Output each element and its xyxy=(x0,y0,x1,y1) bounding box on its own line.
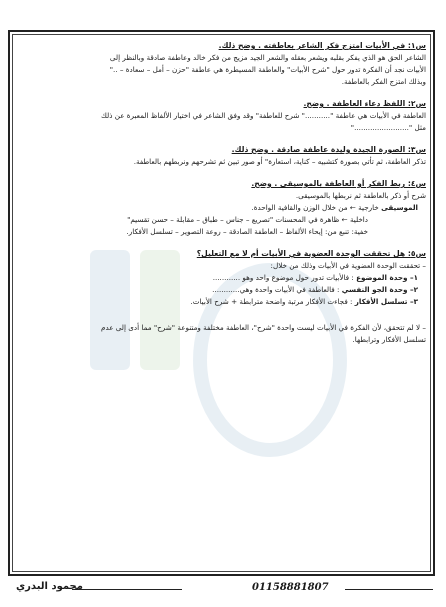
question-4-intro: شرح أو ذكر بالعاطفة ثم نربطها بالموسيقى. xyxy=(295,191,426,200)
music-internal: داخلية ← ظاهرة في المحسنات "تصريع – جناس – طباق – مقابلة – حسن تقسيم" xyxy=(127,215,368,224)
question-4-title: س٤: ربط الفكر أو العاطفة بالموسيقى . وضح. xyxy=(251,179,426,188)
music-external: خارجية ← من خلال الوزن والقافية الواحدة. xyxy=(251,203,379,212)
question-2-line: مثل "........................" xyxy=(350,123,426,132)
question-1-line: الشاعر الحق هو الذي يفكر بقلبه ويشعر بعقله والشعر الجيد مزيج من فكر خالد وعاطفة صادقة وبالنظر إلى xyxy=(109,53,426,62)
author-name: محمود البدري xyxy=(16,581,83,592)
question-2-title: س٢: اللفظ دعاء العاطفة . وضح. xyxy=(303,99,426,108)
unity-item-label: ١– وحدة الموضوع xyxy=(356,273,418,282)
unity-item xyxy=(18,272,426,284)
unity-item-text: : فالعاطفة في الأبيات واحدة وهي............ xyxy=(212,285,340,294)
unity-item xyxy=(18,296,426,308)
question-5-intro: – تحققت الوحدة العضوية في الأبيات وذلك من خلال: xyxy=(270,261,426,270)
unity-item-label: ٢– وحدة الجو النفسي xyxy=(341,285,418,294)
question-3-title: س٣: الصورة الجيدة وليدة عاطفة صادقة . وضح ذلك. xyxy=(231,145,426,154)
question-3-line: تذكر العاطفة، ثم تأتي بصورة كتشبيه – كناية، استعارة" أو صور تبين ثم تشرحهم ونربطهم بالعاطفة. xyxy=(133,157,426,166)
question-2-line: العاطفة في الأبيات هي عاطفة "..........." شرح للعاطفة" وقد وفق الشاعر في اختيار الألفاظ المعبرة عن ذلك xyxy=(100,111,426,120)
music-hidden: خفية: تنبع من: إيحاء الألفاظ – العاطفة الصادقة – روعة التصوير – تسلسل الأفكار. xyxy=(126,227,368,236)
footer-rule xyxy=(72,589,182,590)
unity-item-text: : فجاءت الأفكار مرتبة واضحة مترابطة + شرح الأبيات. xyxy=(190,297,353,306)
footer-rule xyxy=(345,589,433,590)
question-5-negative: – لا لم تتحقق، لأن الفكرة في الأبيات ليست واحدة "شرح"، العاطفة مختلفة ومتنوعة "شرح" مما أدى إلى عدم xyxy=(101,323,426,332)
question-5-title: س٥: هل تحققت الوحدة العضوية في الأبيات أم لا مع التعليل؟ xyxy=(196,249,426,258)
question-1-line: وبذلك امتزج الفكر بالعاطفة. xyxy=(341,77,426,86)
question-1-title: س١: في الأبيات امتزج فكر الشاعر بعاطفته . وضح ذلك. xyxy=(218,41,426,50)
unity-item xyxy=(18,284,426,296)
unity-item-text: : فالأبيات تدور حول موضوع واحد وهو ............ xyxy=(212,273,354,282)
worksheet-content xyxy=(18,40,426,346)
phone-number: 01158881807 xyxy=(252,582,329,593)
music-external-line xyxy=(18,202,426,214)
music-label: الموسيقى xyxy=(381,203,418,212)
question-5-negative: تسلسل الأفكار وترابطها. xyxy=(352,335,426,344)
unity-item-label: ٣– تسلسل الأفكار xyxy=(354,297,418,306)
page-footer xyxy=(10,580,434,598)
question-1-line: الأبيات نجد أن الفكرة تدور حول "شرح الأبيات" والعاطفة المسيطرة هي عاطفة "حزن – أمل – سعادة – .." xyxy=(109,65,426,74)
